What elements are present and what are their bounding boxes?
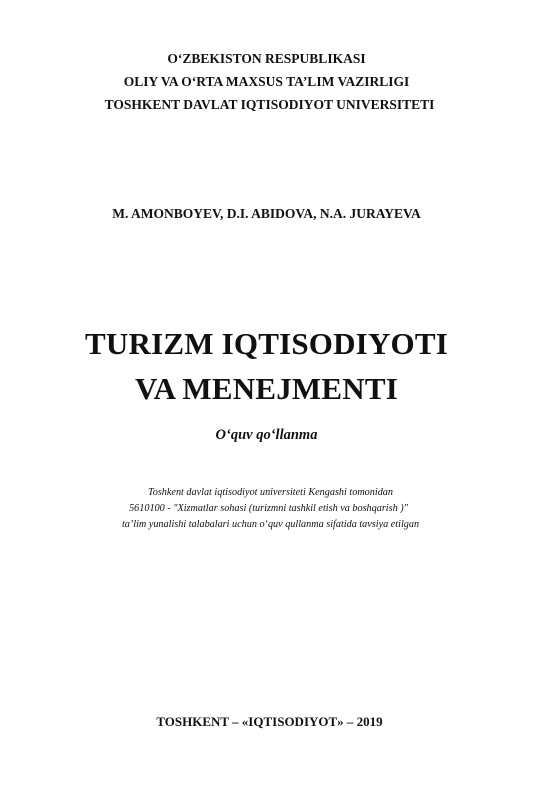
publisher-imprint: TOSHKENT – «IQTISODIYOT» – 2019 bbox=[156, 714, 383, 729]
university-name-line: TOSHKENT DAVLAT IQTISODIYOT UNIVERSITETI bbox=[104, 97, 435, 112]
approval-line-1: Toshkent davlat iqtisodiyot universiteti Kengashi tomonidan bbox=[148, 487, 393, 498]
book-title-line-2: VA MENEJMENTI bbox=[135, 371, 398, 406]
book-title-line-1: TURIZM IQTISODIYOTI bbox=[85, 326, 448, 361]
approval-line-2: 5610100 - "Xizmatlar sohasi (turizmni tashkil etish va boshqarish )" bbox=[129, 503, 408, 514]
approval-line-3: ta’lim yunalishi talabalari uchun o‘quv qullanma sifatida tavsiya etilgan bbox=[121, 519, 420, 530]
book-subtitle: O‘quv qo‘llanma bbox=[215, 427, 318, 443]
authors-line: M. AMONBOYEV, D.I. ABIDOVA, N.A. JURAYEVA bbox=[112, 206, 421, 221]
ministry-name-line: OLIY VA O‘RTA MAXSUS TA’LIM VAZIRLIGI bbox=[123, 74, 410, 89]
ministry-country-line: O‘ZBEKISTON RESPUBLIKASI bbox=[167, 51, 366, 66]
